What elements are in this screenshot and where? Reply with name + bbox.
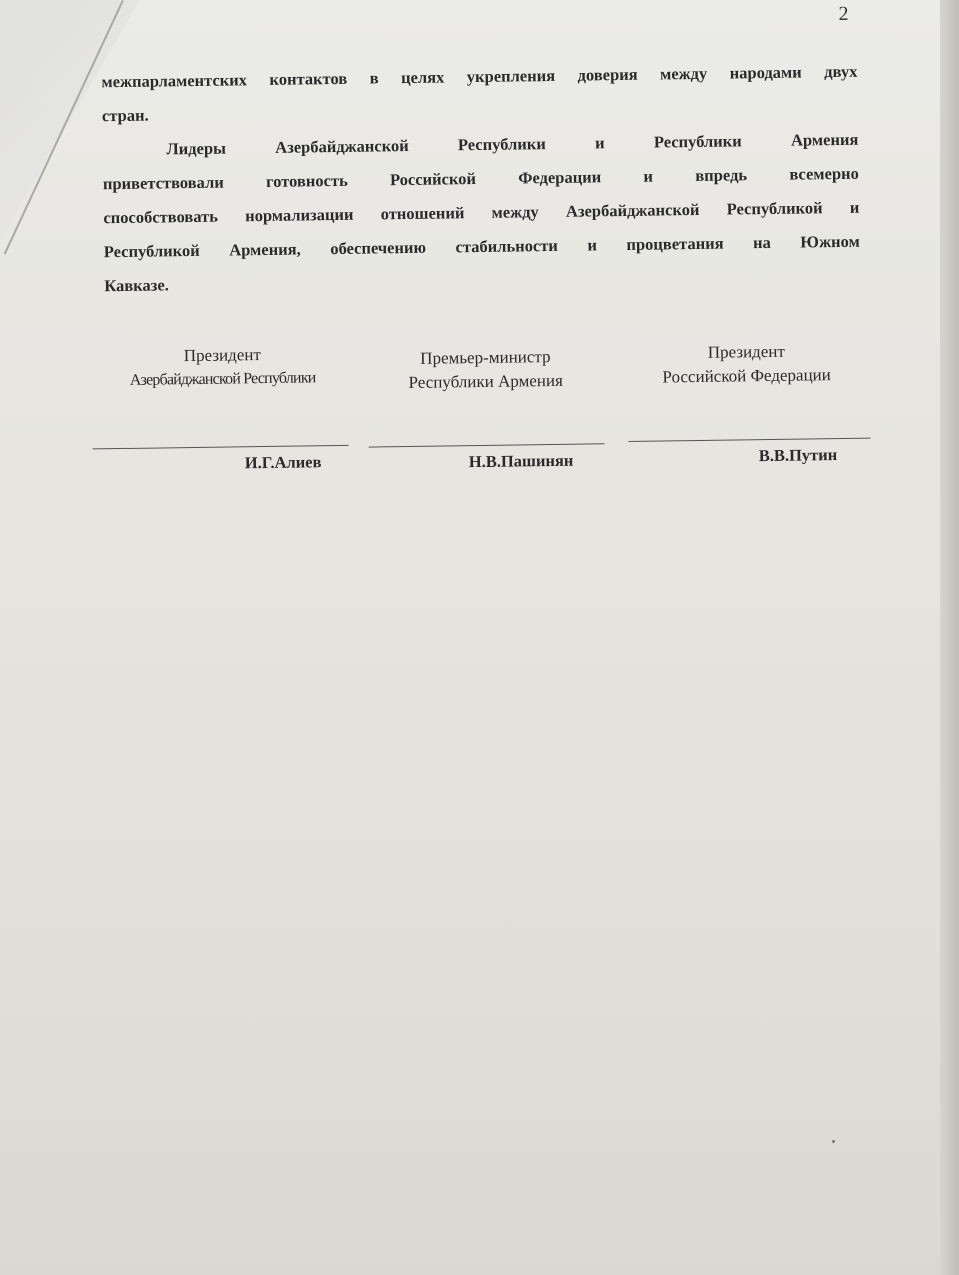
- signatory-org: Азербайджанской Республики: [129, 369, 316, 389]
- signature-line: [629, 438, 871, 442]
- paragraph-line: Республикой Армения, обеспечению стабильности и процветания на Южном: [103, 231, 860, 262]
- paragraph-continuation: [101, 55, 858, 134]
- paragraph-line: Кавказе.: [104, 275, 169, 296]
- signatory-block-azerbaijan: [97, 342, 348, 393]
- paragraph-line: межпарламентских контактов в целях укрепления доверия между народами двух: [101, 61, 858, 92]
- paragraph-leaders: [102, 123, 860, 304]
- paragraph-line: стран.: [101, 105, 149, 126]
- paragraph-line: способствовать нормализации отношений между Азербайджанской Республикой и: [103, 197, 860, 228]
- signature-line: [93, 445, 349, 450]
- signatory-block-russia: [627, 339, 866, 390]
- page-edge: [940, 0, 959, 1275]
- paragraph-line: приветствовали готовность Российской Федерации и впредь всемерно: [102, 163, 859, 194]
- signatory-title: Премьер-министр: [420, 347, 551, 368]
- signatory-name: В.В.Путин: [758, 445, 838, 466]
- signatory-block-armenia: [367, 344, 604, 395]
- signatory-title: Президент: [183, 345, 261, 366]
- signatory-org: Российской Федерации: [662, 365, 831, 387]
- page-number: 2: [838, 2, 849, 25]
- signatory-title: Президент: [707, 341, 785, 362]
- page-content: [0, 0, 940, 527]
- signatory-name: Н.В.Пашинян: [468, 450, 574, 472]
- signatory-org: Республики Армения: [408, 370, 564, 393]
- signature-line: [369, 443, 605, 447]
- paragraph-line: Лидеры Азербайджанской Республики и Республики Армения: [166, 129, 859, 159]
- signatory-name: И.Г.Алиев: [244, 452, 322, 473]
- paper-speck: [832, 1140, 835, 1143]
